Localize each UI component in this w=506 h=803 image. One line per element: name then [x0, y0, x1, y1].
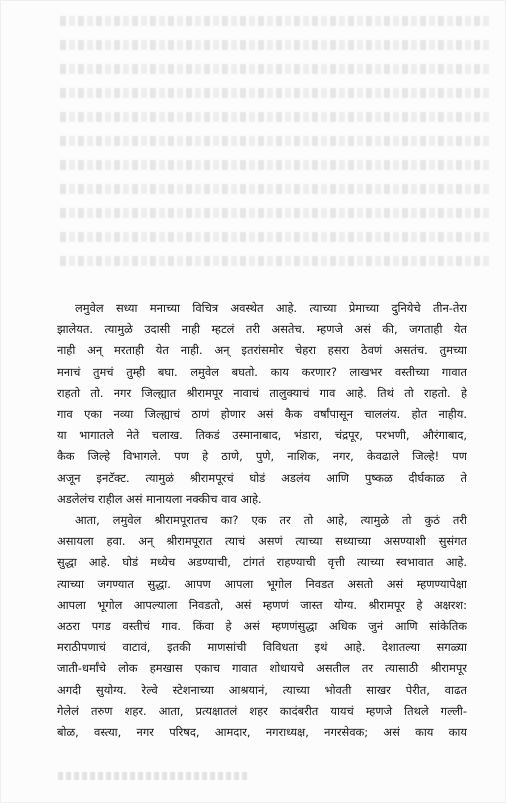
- text-line: राहतो तो. नगर जिल्ह्यात श्रीरामपूर नावाचं तालुक्याचं गाव आहे. तिथं तो राहतो. हे: [57, 385, 467, 400]
- show-through-footer: [58, 772, 248, 780]
- paragraph-1: [57, 298, 467, 510]
- text-line: अगदी सुयोग्य. रेल्वे स्टेशनाच्या आश्रयानं, त्याच्या भोवती साखर पेरीत, वाढत: [57, 682, 467, 697]
- text-line: मनाचं तुमचं तुम्ही बघा. लमुवेल बघतो. काय करणार? लाखभर वस्तीच्या गावात: [57, 364, 467, 379]
- show-through-line: [60, 208, 492, 218]
- text-line: अजून इनटॅक्ट. त्यामुळं श्रीरामपूरचं घोडं अडलंय आणि पुष्कळ दीर्घकाळ ते: [57, 470, 467, 485]
- text-line: गाव एका नव्या जिल्ह्याचं ठाणं होणार असं कैक वर्षांपासून चाललंय. होत नाहीय.: [57, 407, 467, 422]
- show-through-line: [60, 40, 492, 50]
- text-line: जाती-धर्मांचे लोक हमखास एकाच गावात शोधायचे असतील तर त्यासाठी श्रीरामपूर: [57, 661, 467, 676]
- show-through-line: [60, 112, 492, 122]
- text-line: अडलेलंच राहील असं मानायला नक्कीच वाव आहे.: [57, 491, 262, 506]
- show-through-line: [60, 136, 492, 146]
- text-line: कैक जिल्हे विभागले. पण हे ठाणे, पुणे, नाशिक, नगर, केवढाले जिल्हे! पण: [57, 449, 467, 464]
- text-line: झालेयत. त्यामुळे उदासी नाही म्हटलं तरी असतेच. म्हणजे असं की, जगताही येत: [57, 322, 467, 337]
- show-through-line: [60, 64, 492, 74]
- show-through-line: [60, 256, 492, 266]
- text-line: आपला भूगोल आपल्याला निवडतो, असं म्हणणं जास्त योग्य. श्रीरामपूर हे अक्षरश:: [57, 597, 467, 612]
- paragraph-2: [57, 510, 467, 743]
- text-line: आता, लमुवेल श्रीरामपूरातच का? एक तर तो आहे, त्यामुळे तो कुठं तरी: [75, 513, 467, 528]
- text-line: मराठीपणाचं वाटावं, इतकी माणसांची विविधता इथं आहे. देशातल्या सगळ्या: [57, 640, 467, 655]
- show-through-line: [60, 232, 492, 242]
- show-through-line: [60, 88, 492, 98]
- text-line: या भागातले नेते चलाख. तिकडं उस्मानाबाद, भंडारा, चंद्रपूर, परभणी, औरंगाबाद,: [57, 428, 467, 443]
- text-line: त्याच्या जगण्यात सुद्धा. आपण आपला भूगोल निवडत असतो असं म्हणण्यापेक्षा: [57, 576, 467, 591]
- show-through-line: [60, 160, 492, 170]
- body-text: [57, 298, 467, 743]
- show-through-line: [60, 16, 492, 26]
- text-line: असायला हवा. अन् श्रीरामपूरात त्याचं असणं त्याच्या सध्याच्या असण्याशी सुसंगत: [57, 534, 467, 549]
- show-through-line: [60, 184, 492, 194]
- show-through-text: [40, 0, 500, 275]
- text-line: लमुवेल सध्या मनाच्या विचित्र अवस्थेत आहे. त्याच्या प्रेमाच्या दुनियेचे तीन-तेरा: [75, 301, 467, 315]
- text-line: नाही अन् मरताही येत नाही. अन् इतरांसमोर चेहरा हसरा ठेवणं असतंच. तुमच्या: [57, 343, 467, 358]
- text-line: बोळ, वस्त्या, नगर परिषद, आमदार, नगराध्यक्ष, नगरसेवक; असं काय काय: [57, 725, 467, 740]
- text-line: सुद्धा आहे. घोडं मध्येच अडण्याची, टांगतं राहण्याची वृत्ती त्याच्या स्वभावात आहे.: [57, 555, 467, 570]
- text-line: अठरा पगड वस्तीचं गाव. किंवा हे असं म्हणणंसुद्धा अधिक जुनं आणि सांकेतिक: [57, 619, 467, 634]
- text-line: गेलेलं तरुण शहर. आता, प्रत्यक्षातलं शहर कादंबरीत यायचं म्हणजे तिथले गल्ली-: [57, 703, 467, 718]
